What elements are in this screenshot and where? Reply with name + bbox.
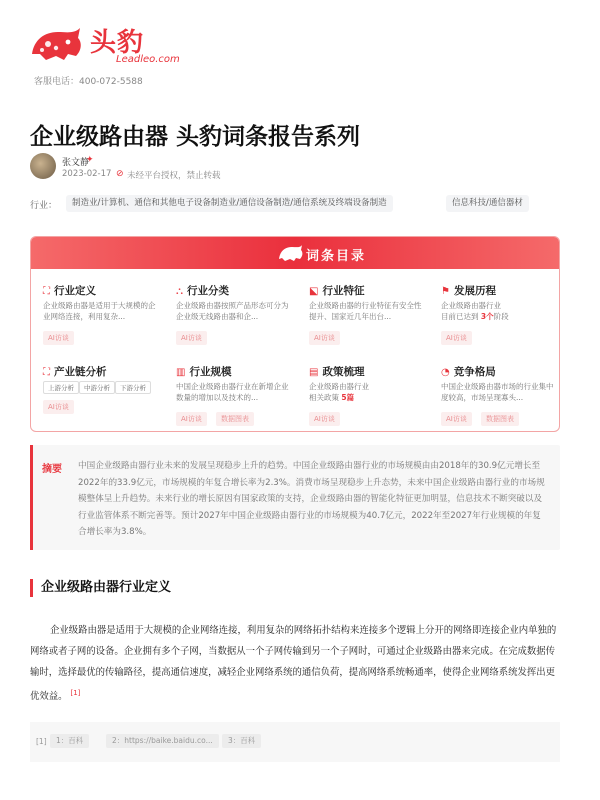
bar-chart-icon: ▥ xyxy=(176,367,186,378)
value-chain-icon: ⛶ xyxy=(43,367,50,378)
logo-english-name: Leadleo.com xyxy=(116,54,180,65)
definition-icon: ⛶ xyxy=(43,286,50,297)
data-chart-button[interactable]: 数据图表 xyxy=(481,412,519,426)
references-box xyxy=(30,722,560,762)
industry-tag[interactable]: 制造业/计算机、通信和其他电子设备制造业/通信设备制造/通信系统及终端设备制造 xyxy=(66,195,393,212)
toc-item-title xyxy=(441,283,496,298)
toc-item-definition[interactable] xyxy=(43,283,165,361)
toc-item-policy[interactable] xyxy=(309,364,431,432)
section-heading: 企业级路由器行业定义 xyxy=(30,579,171,597)
summary-accent-bar xyxy=(30,445,33,550)
reference-link[interactable]: 1：百科 xyxy=(50,734,89,748)
reference-link[interactable]: 3：百科 xyxy=(222,734,261,748)
midstream-tag[interactable]: 中游分析 xyxy=(79,381,115,394)
toc-item-title xyxy=(309,283,364,298)
reference-link[interactable]: 2：https://baike.baidu.co... xyxy=(106,734,219,748)
leopard-icon xyxy=(277,243,303,263)
desc-text: 企业级路由器行业 相关政策 xyxy=(309,382,369,402)
page-title: 企业级路由器 头豹词条报告系列 xyxy=(30,124,361,150)
desc-text: 企业级路由器行业 目前已达到 xyxy=(441,301,501,321)
toc-item-title xyxy=(43,283,96,298)
toc-item-desc: 中国企业级路由器市场的行业集中度较高，市场呈现寡头... xyxy=(441,382,554,402)
ai-interview-button[interactable]: AI访谈 xyxy=(43,400,74,414)
toc-header xyxy=(31,237,559,269)
toc-item-label: 行业分类 xyxy=(187,285,229,297)
data-chart-button[interactable]: 数据图表 xyxy=(216,412,254,426)
desc-text: 阶段 xyxy=(493,312,509,321)
features-icon: ⬕ xyxy=(309,286,319,297)
summary-label: 摘要 xyxy=(42,464,62,475)
classification-icon: ⛬ xyxy=(176,286,183,297)
verified-badge-icon: ✦ xyxy=(86,155,94,165)
toc-item-desc: 企业级路由器是适用于大规模的企业网络连接，利用复杂... xyxy=(43,301,156,321)
ai-interview-button[interactable]: AI访谈 xyxy=(441,331,472,345)
toc-item-desc xyxy=(309,381,427,403)
toc-item-features[interactable] xyxy=(309,283,431,361)
leopard-logo-icon xyxy=(28,24,84,64)
ai-interview-button[interactable]: AI访谈 xyxy=(441,412,472,426)
toc-item-competition[interactable] xyxy=(441,364,560,432)
industry-tags xyxy=(30,195,570,215)
toc-item-desc xyxy=(441,300,559,322)
toc-title: 词条目录 xyxy=(306,249,367,264)
downstream-tag[interactable]: 下游分析 xyxy=(115,381,151,394)
section-body-text: 企业级路由器是适用于大规模的企业网络连接，利用复杂的网络拓扑结构来连接多个逻辑上分开的网络即连接企业内单独的网络或者子网的设备。企业拥有多个子网，当数据从一个子网传输到另一个子网时，可通过企业级路由器来完成。在完成数据传输时，选择最优的传输路径，提高通信速度，减轻企业网络系统的通信负荷，提高网络系统畅通率，使得企业网络系统发挥出更优效益。 xyxy=(30,625,557,703)
toc-item-label: 行业特征 xyxy=(322,285,365,297)
publish-date: 2023-02-17 xyxy=(62,169,112,179)
toc-item-label: 发展历程 xyxy=(453,285,496,297)
toc-item-history[interactable] xyxy=(441,283,560,361)
policy-icon: ▤ xyxy=(309,367,319,378)
upstream-tag[interactable]: 上游分析 xyxy=(43,381,79,394)
section-body xyxy=(30,620,560,707)
desc-count: 5篇 xyxy=(341,393,355,402)
pie-chart-icon: ◔ xyxy=(441,367,450,378)
citation-link[interactable]: [1] xyxy=(70,689,81,697)
ai-interview-button[interactable]: AI访谈 xyxy=(309,331,340,345)
ai-interview-button[interactable]: AI访谈 xyxy=(43,331,74,345)
logo-chinese-name: 头豹 xyxy=(90,28,145,58)
customer-hotline: 客服电话：400-072-5588 xyxy=(34,77,143,87)
toc-item-label: 竞争格局 xyxy=(453,366,496,378)
toc-item-classification[interactable] xyxy=(176,283,298,361)
toc-item-label: 政策梳理 xyxy=(322,366,365,378)
toc-item-desc: 企业级路由器按照产品形态可分为企业级无线路由器和企... xyxy=(176,301,289,321)
toc-item-label: 行业规模 xyxy=(189,366,232,378)
toc-item-title xyxy=(309,364,364,379)
summary-text: 中国企业级路由器行业未来的发展呈现稳步上升的趋势。中国企业级路由器行业的市场规模由由2018年的30.9亿元增长至2022年的33.9亿元，市场规模的年复合增长率为2.3%。消费市场呈现稳步上升态势，未来中国企业级路由器行业的市场规模整体呈上升趋势。未来行业的增长原因有国家政策的支持，企业级路由器的智能化特征更加明显，信息技术不断突破以及行业监管体系不断完善等。预计2027年中国企业级路由器行业的市场规模为40.7亿元，2022年至2027年行业规模的年复合增长率为3.8%。 xyxy=(78,461,545,537)
leadleo-logo[interactable] xyxy=(28,20,178,72)
toc-item-title xyxy=(176,283,229,298)
toc-item-label: 行业定义 xyxy=(54,285,96,297)
summary-box xyxy=(30,445,560,550)
toc-item-title xyxy=(43,364,107,379)
industry-label: 行业： xyxy=(30,201,58,211)
ai-interview-button[interactable]: AI访谈 xyxy=(309,412,340,426)
author-name[interactable]: 张文静 xyxy=(62,158,90,168)
copyright-notice: 未经平台授权，禁止转载 xyxy=(127,171,221,181)
forbidden-icon: ⊘ xyxy=(116,169,124,179)
toc-item-value-chain[interactable] xyxy=(43,364,165,432)
table-of-contents xyxy=(30,236,560,432)
toc-item-market-size[interactable] xyxy=(176,364,298,432)
avatar[interactable] xyxy=(30,153,56,179)
toc-item-title xyxy=(441,364,496,379)
toc-item-label: 产业链分析 xyxy=(54,366,107,378)
ai-interview-button[interactable]: AI访谈 xyxy=(176,331,207,345)
toc-item-title xyxy=(176,364,231,379)
reference-index: [1] xyxy=(36,737,47,746)
toc-item-desc: 中国企业级路由器行业在新增企业数量的增加以及技术的... xyxy=(176,382,289,402)
history-icon: ⚑ xyxy=(441,286,450,297)
author-row xyxy=(30,153,570,183)
ai-interview-button[interactable]: AI访谈 xyxy=(176,412,207,426)
toc-item-desc: 企业级路由器的行业特征有安全性提升、国家近几年出台... xyxy=(309,301,422,321)
industry-tag[interactable]: 信息科技/通信器材 xyxy=(446,195,529,212)
desc-count: 3个 xyxy=(480,312,494,321)
